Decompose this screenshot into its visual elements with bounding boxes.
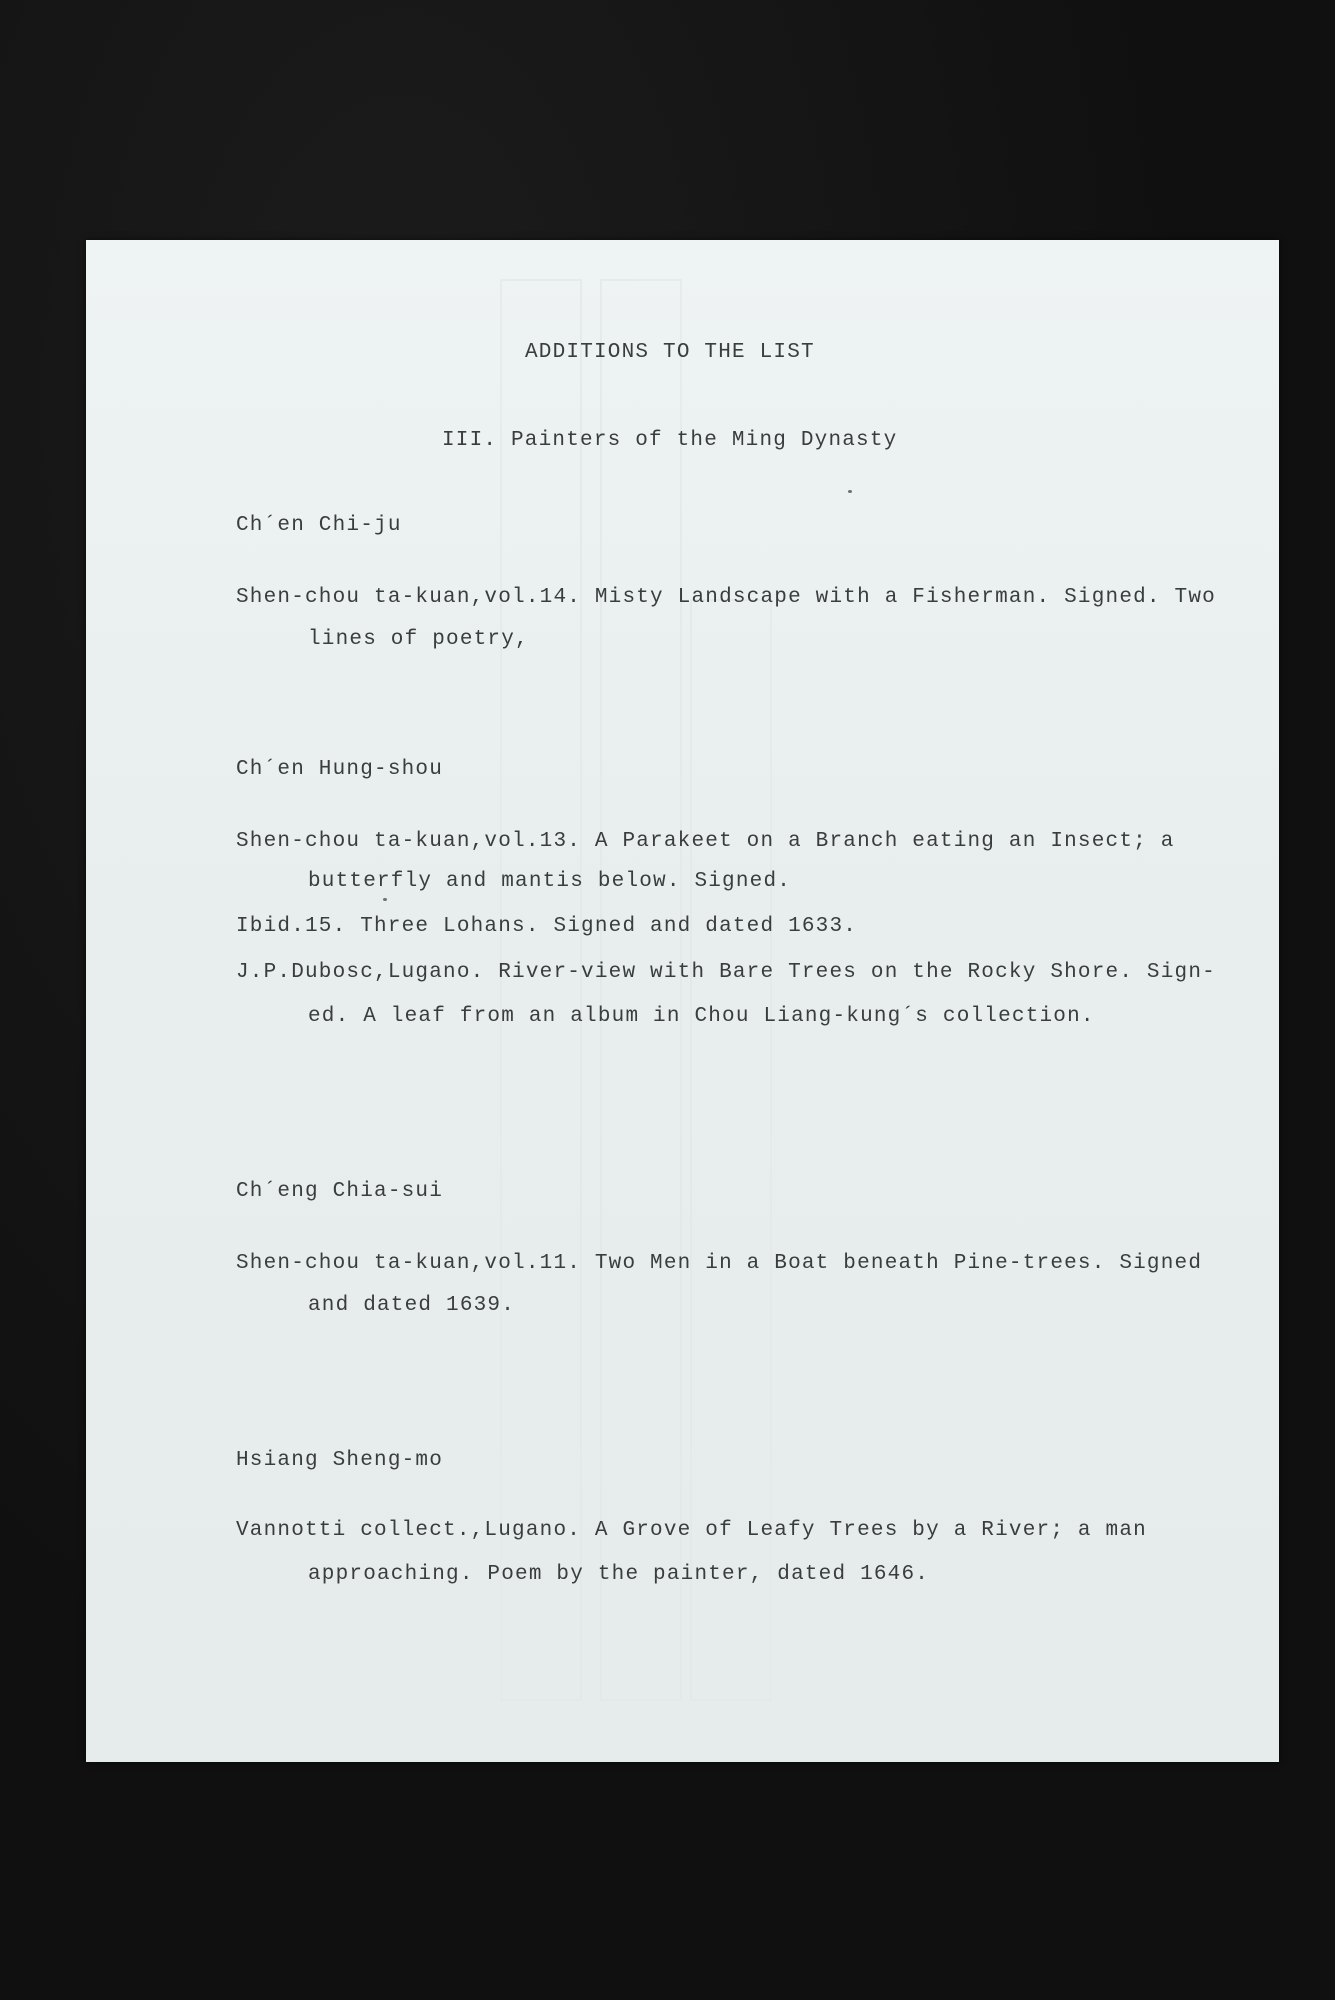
entry-continuation: and dated 1639. <box>308 1294 516 1317</box>
artist-name: Hsiang Sheng-mo <box>236 1449 444 1472</box>
section-subtitle: III. Painters of the Ming Dynasty <box>442 429 898 452</box>
artist-name: Ch´eng Chia-sui <box>236 1180 444 1203</box>
entry-continuation: ed. A leaf from an album in Chou Liang-kung´s collection. <box>308 1005 1095 1028</box>
entry-continuation: butterfly and mantis below. Signed. <box>308 870 792 893</box>
entry-line: Ibid.15. Three Lohans. Signed and dated 1633. <box>236 915 858 938</box>
entry-line: Vannotti collect.,Lugano. A Grove of Leafy Trees by a River; a man <box>236 1519 1147 1542</box>
typed-page <box>86 240 1279 1762</box>
paper-speck <box>383 898 387 901</box>
artist-name: Ch´en Hung-shou <box>236 758 444 781</box>
artist-name: Ch´en Chi-ju <box>236 514 402 537</box>
entry-continuation: lines of poetry, <box>308 628 529 651</box>
entry-line: Shen-chou ta-kuan,vol.13. A Parakeet on a Branch eating an Insect; a <box>236 830 1175 853</box>
entry-continuation: approaching. Poem by the painter, dated 1646. <box>308 1563 930 1586</box>
entry-line: Shen-chou ta-kuan,vol.11. Two Men in a Boat beneath Pine-trees. Signed <box>236 1252 1203 1275</box>
paper-speck <box>848 490 852 493</box>
entry-line: J.P.Dubosc,Lugano. River-view with Bare Trees on the Rocky Shore. Sign- <box>236 961 1216 984</box>
entry-line: Shen-chou ta-kuan,vol.14. Misty Landscape with a Fisherman. Signed. Two <box>236 586 1216 609</box>
page-title: ADDITIONS TO THE LIST <box>525 341 815 364</box>
